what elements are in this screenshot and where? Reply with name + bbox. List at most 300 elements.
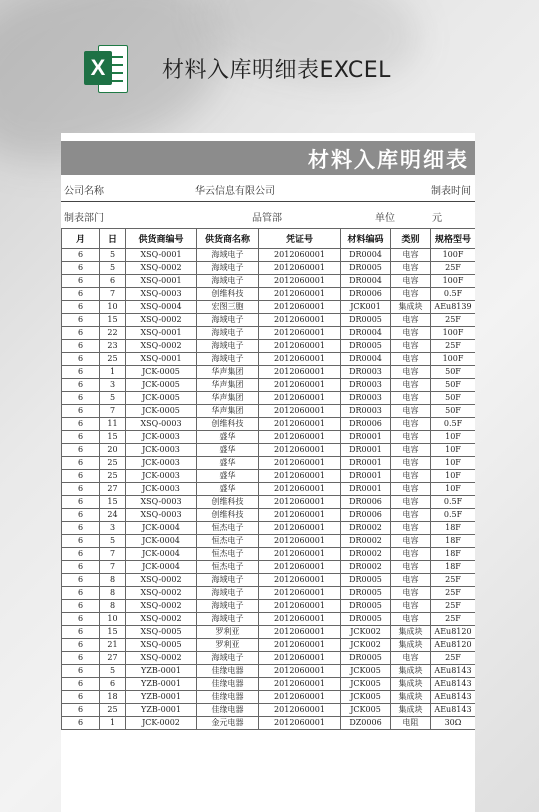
table-row	[62, 561, 476, 574]
table-cell: 恒杰电子	[197, 561, 259, 574]
table-cell: XSQ-0001	[126, 249, 197, 262]
table-row	[62, 353, 476, 366]
table-cell: 6	[62, 561, 100, 574]
table-cell: 25F	[431, 314, 476, 327]
info-row-company	[61, 175, 475, 202]
table-cell: 电容	[391, 444, 431, 457]
table-row	[62, 717, 476, 730]
table-cell: 2012060001	[259, 600, 341, 613]
table-cell: 电容	[391, 262, 431, 275]
table-cell: 集成块	[391, 704, 431, 717]
spreadsheet	[61, 133, 475, 812]
table-cell: 集成块	[391, 665, 431, 678]
table-cell: 23	[100, 340, 126, 353]
table-cell: 6	[62, 626, 100, 639]
table-cell: 25	[100, 470, 126, 483]
table-row	[62, 379, 476, 392]
table-cell: 3	[100, 522, 126, 535]
table-cell: 电容	[391, 327, 431, 340]
table-cell: AEu8143	[431, 691, 476, 704]
table-cell: DR0005	[341, 652, 391, 665]
table-cell: 恒杰电子	[197, 522, 259, 535]
table-cell: 电容	[391, 249, 431, 262]
table-cell: 创维科技	[197, 418, 259, 431]
table-cell: 2012060001	[259, 431, 341, 444]
table-cell: 2012060001	[259, 522, 341, 535]
table-cell: 2012060001	[259, 288, 341, 301]
table-cell: XSQ-0005	[126, 639, 197, 652]
table-cell: 6	[62, 704, 100, 717]
table-cell: 5	[100, 535, 126, 548]
table-cell: 18F	[431, 535, 476, 548]
table-row	[62, 262, 476, 275]
table-cell: 2012060001	[259, 561, 341, 574]
table-cell: 21	[100, 639, 126, 652]
table-cell: JCK-0003	[126, 470, 197, 483]
table-cell: 华声集团	[197, 392, 259, 405]
table-cell: DR0002	[341, 522, 391, 535]
table-cell: 27	[100, 483, 126, 496]
table-row	[62, 704, 476, 717]
table-cell: 2012060001	[259, 509, 341, 522]
table-cell: 6	[62, 418, 100, 431]
page-header	[84, 43, 391, 93]
dept-label: 制表部门	[64, 213, 104, 224]
table-cell: 集成块	[391, 639, 431, 652]
table-cell: JCK-0005	[126, 405, 197, 418]
table-cell: DR0004	[341, 353, 391, 366]
table-cell: 2012060001	[259, 717, 341, 730]
table-cell: 6	[62, 431, 100, 444]
table-cell: 6	[62, 548, 100, 561]
table-cell: 创维科技	[197, 496, 259, 509]
table-cell: XSQ-0004	[126, 301, 197, 314]
table-cell: 恒杰电子	[197, 535, 259, 548]
table-cell: 0.5F	[431, 418, 476, 431]
table-body	[62, 249, 476, 730]
table-cell: DR0002	[341, 535, 391, 548]
table-cell: 华声集团	[197, 405, 259, 418]
table-cell: 电容	[391, 613, 431, 626]
table-cell: 创维科技	[197, 288, 259, 301]
table-row	[62, 535, 476, 548]
table-row	[62, 691, 476, 704]
table-cell: 6	[62, 639, 100, 652]
table-cell: 50F	[431, 392, 476, 405]
table-cell: AEu8143	[431, 704, 476, 717]
table-cell: 6	[62, 535, 100, 548]
table-cell: 7	[100, 288, 126, 301]
table-row	[62, 431, 476, 444]
column-header: 凭证号	[259, 229, 341, 249]
table-cell: 海域电子	[197, 600, 259, 613]
table-cell: 电容	[391, 457, 431, 470]
table-cell: 8	[100, 600, 126, 613]
table-cell: 1	[100, 717, 126, 730]
table-cell: 6	[62, 600, 100, 613]
table-cell: 海域电子	[197, 262, 259, 275]
table-cell: 2012060001	[259, 574, 341, 587]
table-cell: XSQ-0003	[126, 288, 197, 301]
table-cell: JCK005	[341, 704, 391, 717]
table-cell: 2012060001	[259, 587, 341, 600]
table-cell: 盛华	[197, 457, 259, 470]
table-cell: 2012060001	[259, 366, 341, 379]
table-cell: 2012060001	[259, 470, 341, 483]
table-row	[62, 678, 476, 691]
table-cell: DR0006	[341, 288, 391, 301]
table-row	[62, 574, 476, 587]
table-row	[62, 639, 476, 652]
table-cell: 6	[62, 366, 100, 379]
table-cell: 6	[62, 314, 100, 327]
table-cell: JCK-0004	[126, 548, 197, 561]
table-cell: 盛华	[197, 470, 259, 483]
table-cell: AEu8143	[431, 678, 476, 691]
column-header: 规格型号	[431, 229, 476, 249]
table-cell: 6	[62, 301, 100, 314]
table-cell: 6	[62, 379, 100, 392]
table-cell: 盛华	[197, 444, 259, 457]
table-cell: JCK002	[341, 626, 391, 639]
table-row	[62, 457, 476, 470]
table-cell: JCK-0005	[126, 379, 197, 392]
table-cell: 6	[62, 652, 100, 665]
table-cell: 7	[100, 548, 126, 561]
table-time-label: 制表时间	[431, 186, 471, 197]
table-cell: 电容	[391, 405, 431, 418]
table-cell: 6	[62, 613, 100, 626]
table-row	[62, 496, 476, 509]
table-cell: 2012060001	[259, 353, 341, 366]
table-row	[62, 613, 476, 626]
table-cell: 2012060001	[259, 418, 341, 431]
table-cell: DR0001	[341, 457, 391, 470]
table-cell: XSQ-0002	[126, 600, 197, 613]
table-cell: 海域电子	[197, 327, 259, 340]
table-header-row	[62, 229, 476, 249]
table-cell: 2012060001	[259, 457, 341, 470]
table-cell: 电容	[391, 496, 431, 509]
table-cell: 10F	[431, 470, 476, 483]
table-cell: DR0004	[341, 249, 391, 262]
table-cell: 3	[100, 379, 126, 392]
column-header: 类别	[391, 229, 431, 249]
table-cell: 2012060001	[259, 275, 341, 288]
table-cell: 电容	[391, 288, 431, 301]
table-cell: 佳缘电器	[197, 665, 259, 678]
company-label: 公司名称	[64, 186, 104, 197]
table-cell: 2012060001	[259, 535, 341, 548]
table-cell: 电容	[391, 561, 431, 574]
table-cell: 25F	[431, 340, 476, 353]
table-row	[62, 249, 476, 262]
table-cell: 2012060001	[259, 327, 341, 340]
table-cell: 6	[62, 327, 100, 340]
table-cell: 2012060001	[259, 314, 341, 327]
table-cell: DR0002	[341, 561, 391, 574]
table-cell: 25F	[431, 587, 476, 600]
table-cell: 6	[62, 496, 100, 509]
table-cell: DR0001	[341, 470, 391, 483]
table-cell: 海域电子	[197, 249, 259, 262]
table-cell: 18	[100, 691, 126, 704]
table-cell: 25F	[431, 652, 476, 665]
table-row	[62, 301, 476, 314]
table-cell: 2012060001	[259, 392, 341, 405]
table-row	[62, 600, 476, 613]
table-cell: 2012060001	[259, 340, 341, 353]
table-cell: XSQ-0002	[126, 587, 197, 600]
table-cell: JCK-0003	[126, 483, 197, 496]
table-cell: 6	[62, 353, 100, 366]
table-cell: 50F	[431, 366, 476, 379]
table-cell: XSQ-0003	[126, 496, 197, 509]
table-cell: XSQ-0002	[126, 652, 197, 665]
table-cell: 佳缘电器	[197, 704, 259, 717]
table-cell: JCK-0003	[126, 444, 197, 457]
table-row	[62, 522, 476, 535]
table-cell: 0.5F	[431, 509, 476, 522]
table-cell: DR0005	[341, 340, 391, 353]
table-cell: 25F	[431, 613, 476, 626]
table-cell: JCK002	[341, 639, 391, 652]
table-cell: 海域电子	[197, 314, 259, 327]
table-cell: DR0001	[341, 431, 391, 444]
table-cell: 25F	[431, 262, 476, 275]
table-cell: 11	[100, 418, 126, 431]
table-cell: 金元电器	[197, 717, 259, 730]
table-cell: 2012060001	[259, 691, 341, 704]
table-cell: 华声集团	[197, 366, 259, 379]
table-cell: DR0005	[341, 574, 391, 587]
table-cell: 10	[100, 613, 126, 626]
table-cell: 电容	[391, 379, 431, 392]
table-cell: AEu8139	[431, 301, 476, 314]
table-cell: 50F	[431, 379, 476, 392]
table-cell: 6	[62, 405, 100, 418]
table-cell: 2012060001	[259, 496, 341, 509]
table-cell: 6	[62, 288, 100, 301]
table-cell: XSQ-0002	[126, 574, 197, 587]
table-cell: 6	[62, 340, 100, 353]
table-cell: JCK001	[341, 301, 391, 314]
table-row	[62, 288, 476, 301]
table-cell: 2012060001	[259, 405, 341, 418]
table-cell: 电容	[391, 600, 431, 613]
table-cell: 25	[100, 704, 126, 717]
table-cell: 100F	[431, 353, 476, 366]
table-cell: 海域电子	[197, 574, 259, 587]
table-cell: 8	[100, 574, 126, 587]
table-cell: XSQ-0002	[126, 262, 197, 275]
column-header: 月	[62, 229, 100, 249]
table-cell: 电容	[391, 431, 431, 444]
excel-icon: X	[84, 43, 126, 93]
table-cell: 6	[62, 574, 100, 587]
table-cell: 盛华	[197, 431, 259, 444]
table-row	[62, 548, 476, 561]
table-cell: JCK-0004	[126, 561, 197, 574]
table-row	[62, 483, 476, 496]
table-cell: 10F	[431, 444, 476, 457]
table-cell: 15	[100, 496, 126, 509]
table-cell: 2012060001	[259, 665, 341, 678]
table-cell: JCK-0005	[126, 366, 197, 379]
table-cell: 30Ω	[431, 717, 476, 730]
table-cell: 100F	[431, 249, 476, 262]
table-cell: XSQ-0001	[126, 327, 197, 340]
table-cell: 2012060001	[259, 444, 341, 457]
table-cell: AEu8120	[431, 626, 476, 639]
table-cell: 6	[62, 470, 100, 483]
table-row	[62, 470, 476, 483]
table-cell: 宏图三胞	[197, 301, 259, 314]
table-cell: 恒杰电子	[197, 548, 259, 561]
table-cell: 10F	[431, 483, 476, 496]
table-cell: XSQ-0005	[126, 626, 197, 639]
table-row	[62, 509, 476, 522]
table-cell: JCK-0003	[126, 431, 197, 444]
table-cell: JCK005	[341, 678, 391, 691]
table-cell: DR0004	[341, 327, 391, 340]
table-row	[62, 405, 476, 418]
table-cell: 海域电子	[197, 353, 259, 366]
table-cell: 6	[100, 678, 126, 691]
table-cell: 海域电子	[197, 340, 259, 353]
table-cell: 2012060001	[259, 704, 341, 717]
table-cell: 海域电子	[197, 587, 259, 600]
table-cell: 海域电子	[197, 652, 259, 665]
table-cell: 25F	[431, 600, 476, 613]
table-cell: 电容	[391, 587, 431, 600]
table-cell: DR0005	[341, 600, 391, 613]
table-cell: 24	[100, 509, 126, 522]
info-row-dept	[61, 202, 475, 228]
table-cell: 创维科技	[197, 509, 259, 522]
table-row	[62, 392, 476, 405]
dept-value: 品管部	[252, 213, 282, 224]
table-row	[62, 418, 476, 431]
table-cell: 10F	[431, 457, 476, 470]
table-cell: 5	[100, 392, 126, 405]
table-cell: 6	[62, 457, 100, 470]
column-header: 供货商名称	[197, 229, 259, 249]
table-cell: JCK-0005	[126, 392, 197, 405]
table-cell: YZB-0001	[126, 691, 197, 704]
table-row	[62, 444, 476, 457]
table-cell: 电容	[391, 574, 431, 587]
table-cell: 25	[100, 457, 126, 470]
table-cell: 6	[62, 509, 100, 522]
table-cell: 集成块	[391, 626, 431, 639]
table-cell: 海域电子	[197, 613, 259, 626]
table-cell: 10F	[431, 431, 476, 444]
table-cell: JCK-0004	[126, 522, 197, 535]
table-cell: 22	[100, 327, 126, 340]
sheet-title: 材料入库明细表	[308, 147, 469, 172]
table-cell: JCK-0004	[126, 535, 197, 548]
table-cell: 15	[100, 314, 126, 327]
table-cell: DZ0006	[341, 717, 391, 730]
table-cell: 15	[100, 431, 126, 444]
table-cell: 2012060001	[259, 548, 341, 561]
table-cell: 2012060001	[259, 249, 341, 262]
table-cell: 2012060001	[259, 301, 341, 314]
table-cell: XSQ-0002	[126, 314, 197, 327]
table-cell: DR0003	[341, 366, 391, 379]
table-cell: 电容	[391, 483, 431, 496]
table-cell: 6	[62, 275, 100, 288]
table-cell: 6	[62, 678, 100, 691]
table-cell: 6	[62, 483, 100, 496]
table-cell: XSQ-0002	[126, 340, 197, 353]
table-cell: 6	[62, 717, 100, 730]
table-cell: DR0001	[341, 483, 391, 496]
inventory-table	[61, 228, 475, 730]
table-cell: 电容	[391, 392, 431, 405]
table-cell: 电容	[391, 522, 431, 535]
table-cell: 0.5F	[431, 496, 476, 509]
table-row	[62, 665, 476, 678]
table-cell: 6	[100, 275, 126, 288]
table-cell: 18F	[431, 522, 476, 535]
table-cell: 海域电子	[197, 275, 259, 288]
table-cell: 2012060001	[259, 652, 341, 665]
table-cell: JCK005	[341, 665, 391, 678]
table-cell: 25	[100, 353, 126, 366]
table-cell: 集成块	[391, 691, 431, 704]
table-cell: 5	[100, 262, 126, 275]
table-cell: 25F	[431, 574, 476, 587]
table-cell: 6	[62, 262, 100, 275]
table-cell: 盛华	[197, 483, 259, 496]
table-cell: 2012060001	[259, 613, 341, 626]
table-cell: DR0004	[341, 275, 391, 288]
table-cell: DR0006	[341, 496, 391, 509]
table-cell: 电容	[391, 548, 431, 561]
page-title: 材料入库明细表EXCEL	[162, 57, 391, 83]
table-cell: 电容	[391, 353, 431, 366]
table-cell: 10	[100, 301, 126, 314]
table-cell: 18F	[431, 548, 476, 561]
table-row	[62, 366, 476, 379]
table-cell: 2012060001	[259, 379, 341, 392]
table-cell: 20	[100, 444, 126, 457]
table-cell: 集成块	[391, 301, 431, 314]
table-cell: 罗利亚	[197, 639, 259, 652]
table-cell: DR0005	[341, 314, 391, 327]
table-cell: 电容	[391, 535, 431, 548]
table-cell: 6	[62, 249, 100, 262]
table-cell: AEu8120	[431, 639, 476, 652]
table-cell: XSQ-0002	[126, 613, 197, 626]
table-cell: 7	[100, 561, 126, 574]
table-cell: DR0005	[341, 587, 391, 600]
table-cell: XSQ-0001	[126, 275, 197, 288]
table-cell: DR0005	[341, 262, 391, 275]
table-cell: 电容	[391, 314, 431, 327]
table-cell: 佳缘电器	[197, 691, 259, 704]
table-cell: 电容	[391, 366, 431, 379]
table-cell: 电容	[391, 470, 431, 483]
table-cell: 100F	[431, 327, 476, 340]
table-cell: JCK-0003	[126, 457, 197, 470]
table-cell: DR0005	[341, 613, 391, 626]
table-cell: 27	[100, 652, 126, 665]
table-cell: 电容	[391, 275, 431, 288]
table-cell: XSQ-0001	[126, 353, 197, 366]
